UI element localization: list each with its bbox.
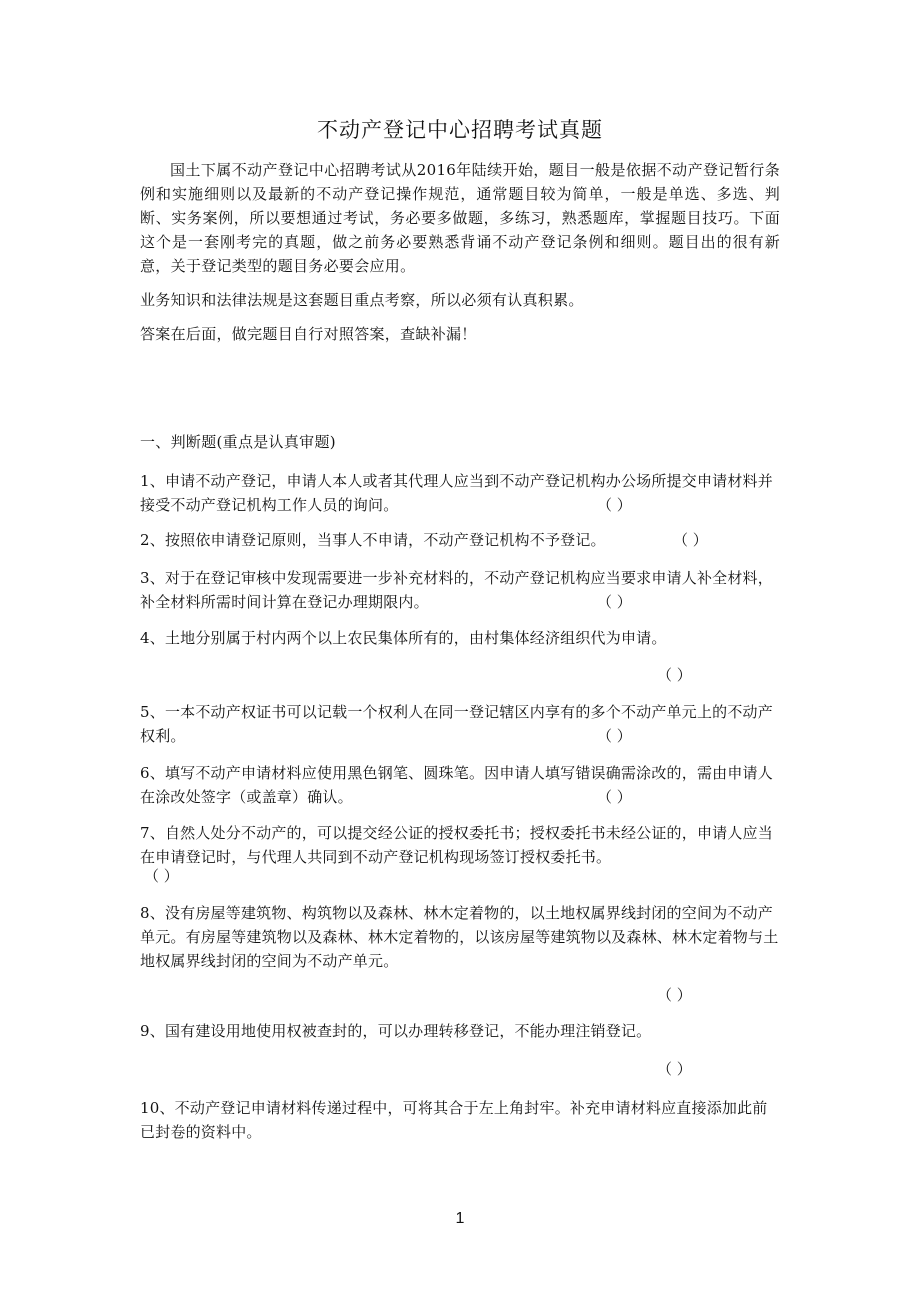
- answer-bracket: （ ）: [657, 1060, 692, 1078]
- question-text: 4、土地分别属于村内两个以上农民集体所有的，由村集体经济组织代为申请。: [140, 629, 667, 647]
- question-text: 3、对于在登记审核中发现需要进一步补充材料的，不动产登记机构应当要求申请人补全材料，补全材料所需时间计算在登记办理期限内。: [140, 569, 773, 611]
- answer-bracket: （ ）: [657, 666, 692, 684]
- answer-bracket: （ ）: [597, 788, 632, 806]
- question-8: [140, 901, 780, 973]
- answer-bracket: （ ）: [597, 593, 632, 611]
- intro-paragraph: 国土下属不动产登记中心招聘考试从2016年陆续开始，题目一般是依据不动产登记暂行条例和实施细则以及最新的不动产登记操作规范，通常题目较为简单，一般是单选、多选、判断、实务案例，所以要想通过考试，务必要多做题，多练习，熟悉题库，掌握题目技巧。下面这个是一套刚考完的真题，做之前务必要熟悉背诵不动产登记条例和细则。题目出的很有新意，关于登记类型的题目务必要会应用。: [140, 161, 780, 275]
- question-1: [140, 469, 780, 517]
- question-9: [140, 1019, 780, 1043]
- page-title: 不动产登记中心招聘考试真题: [317, 118, 603, 142]
- question-6: [140, 761, 780, 809]
- question-text: 5、一本不动产权证书可以记载一个权利人在同一登记辖区内享有的多个不动产单元上的不动产权利。: [140, 703, 773, 745]
- question-text: 7、自然人处分不动产的，可以提交经公证的授权委托书；授权委托书未经公证的，申请人应当在申请登记时，与代理人共同到不动产登记机构现场签订授权委托书。: [140, 824, 773, 866]
- answer-bracket: （ ）: [597, 727, 632, 745]
- question-text: 1、申请不动产登记，申请人本人或者其代理人应当到不动产登记机构办公场所提交申请材料并接受不动产登记机构工作人员的询问。: [140, 472, 773, 514]
- answer-bracket: （ ）: [657, 986, 692, 1004]
- question-text: 10、不动产登记申请材料传递过程中，可将其合于左上角封牢。补充申请材料应直接添加此前已封卷的资料中。: [140, 1099, 768, 1141]
- question-text: 2、按照依申请登记原则，当事人不申请，不动产登记机构不予登记。: [140, 531, 606, 549]
- question-text: 8、没有房屋等建筑物、构筑物以及森林、林木定着物的，以土地权属界线封闭的空间为不动产单元。有房屋等建筑物以及森林、林木定着物的，以该房屋等建筑物以及森林、林木定着物与土地权属界线封闭的空间为不动产单元。: [140, 904, 779, 970]
- answer-bracket: （ ）: [673, 531, 708, 549]
- note-paragraph-1: 业务知识和法律法规是这套题目重点考察，所以必须有认真积累。: [140, 291, 584, 309]
- answer-bracket: （ ）: [144, 867, 179, 885]
- question-text: 9、国有建设用地使用权被查封的，可以办理转移登记，不能办理注销登记。: [140, 1022, 652, 1040]
- question-text: 6、填写不动产申请材料应使用黑色钢笔、圆珠笔。因申请人填写错误确需涂改的，需由申请人在涂改处签字（或盖章）确认。: [140, 764, 773, 806]
- answer-bracket: （ ）: [597, 496, 632, 514]
- note-paragraph-2: 答案在后面，做完题目自行对照答案，查缺补漏！: [140, 325, 477, 343]
- section-heading: 一、判断题(重点是认真审题): [140, 433, 336, 451]
- question-4: [140, 626, 780, 650]
- question-7: [140, 821, 780, 869]
- page-number: 1: [455, 1210, 465, 1227]
- question-3: [140, 566, 780, 614]
- question-10: [140, 1096, 780, 1144]
- question-5: [140, 700, 780, 748]
